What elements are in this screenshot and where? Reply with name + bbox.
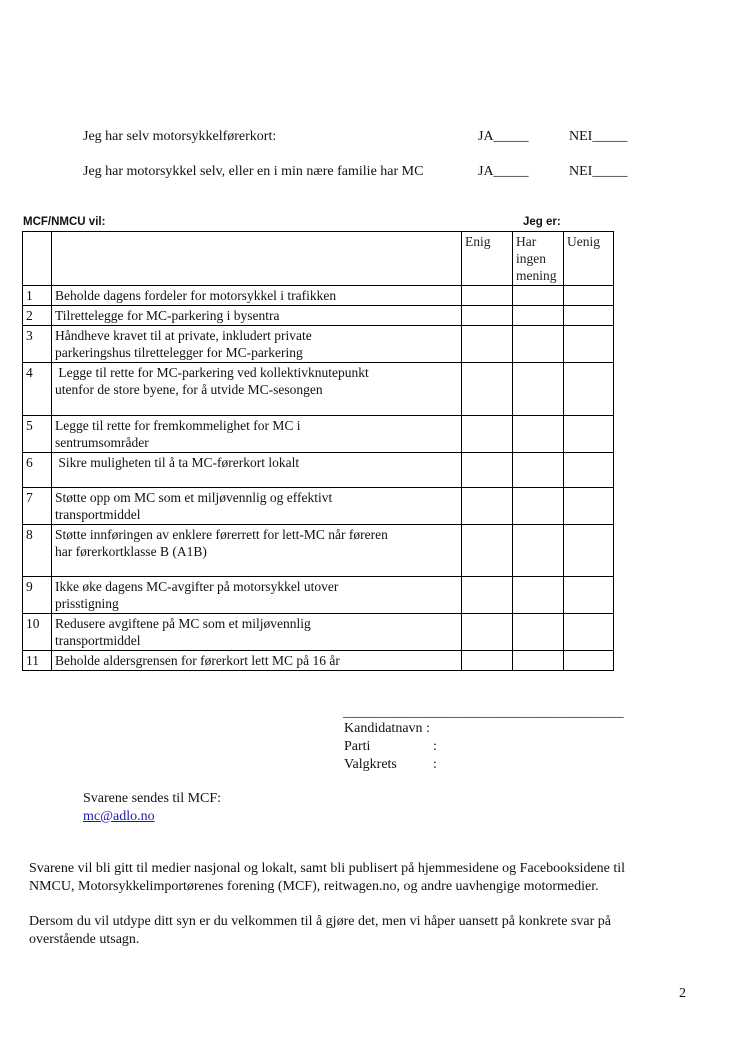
table-row: [23, 286, 614, 306]
ownership-nei: NEI_____: [569, 164, 628, 179]
table-row: [23, 416, 614, 453]
table-row: [23, 326, 614, 363]
row-number: 3: [23, 326, 52, 363]
header-har-ingen-mening: Har ingen mening: [513, 232, 564, 286]
row-statement: Sikre muligheten til å ta MC-førerkort lokalt: [52, 453, 462, 488]
row-statement: Håndheve kravet til at private, inkludert private parkeringshus tilrettelegger for MC-parkering: [52, 326, 462, 363]
row-statement: Legge til rette for fremkommelighet for MC i sentrumsområder: [52, 416, 462, 453]
table-row: [23, 363, 614, 416]
row-statement: Beholde aldersgrensen for førerkort lett MC på 16 år: [52, 651, 462, 671]
row-number: 2: [23, 306, 52, 326]
license-ja: JA_____: [478, 129, 529, 144]
row-number: 6: [23, 453, 52, 488]
table-title: MCF/NMCU vil:: [23, 216, 106, 228]
ownership-question: Jeg har motorsykkel selv, eller en i min nære familie har MC: [83, 164, 424, 179]
answer-enig-cell[interactable]: [462, 525, 513, 577]
row-number: 10: [23, 614, 52, 651]
answer-enig-cell[interactable]: [462, 651, 513, 671]
email-link[interactable]: mc@adlo.no: [83, 809, 155, 824]
answer-ingen-mening-cell[interactable]: [513, 326, 564, 363]
answer-ingen-mening-cell[interactable]: [513, 453, 564, 488]
answer-enig-cell[interactable]: [462, 363, 513, 416]
row-statement: Støtte opp om MC som et miljøvennlig og effektivt transportmiddel: [52, 488, 462, 525]
answer-enig-cell[interactable]: [462, 614, 513, 651]
row-statement: Beholde dagens fordeler for motorsykkel i trafikken: [52, 286, 462, 306]
answer-enig-cell[interactable]: [462, 416, 513, 453]
table-row: [23, 577, 614, 614]
table-header-row: [23, 232, 614, 286]
answer-ingen-mening-cell[interactable]: [513, 651, 564, 671]
header-empty: [23, 232, 52, 286]
row-statement: Legge til rette for MC-parkering ved kollektivknutepunkt utenfor de store byene, for å utvide MC-sesongen: [52, 363, 462, 416]
row-number: 8: [23, 525, 52, 577]
row-number: 11: [23, 651, 52, 671]
answer-ingen-mening-cell[interactable]: [513, 416, 564, 453]
row-number: 7: [23, 488, 52, 525]
answer-enig-cell[interactable]: [462, 453, 513, 488]
answer-uenig-cell[interactable]: [564, 577, 614, 614]
table-subtitle: Jeg er:: [523, 216, 561, 228]
row-statement: Redusere avgiftene på MC som et miljøvennlig transportmiddel: [52, 614, 462, 651]
table-row: [23, 525, 614, 577]
row-number: 9: [23, 577, 52, 614]
district-label: Valgkrets: [344, 757, 397, 772]
row-statement: Støtte innføringen av enklere førerrett for lett-MC når føreren har førerkortklasse B (A1B): [52, 525, 462, 577]
answer-ingen-mening-cell[interactable]: [513, 614, 564, 651]
license-question: Jeg har selv motorsykkelførerkort:: [83, 129, 277, 144]
answer-uenig-cell[interactable]: [564, 306, 614, 326]
answer-enig-cell[interactable]: [462, 286, 513, 306]
elaborate-notice-line1: Dersom du vil utdype ditt syn er du velkommen til å gjøre det, men vi håper uansett på konkrete svar på: [29, 914, 612, 929]
publish-notice-line2: NMCU, Motorsykkelimportørenes forening (MCF), reitwagen.no, og andre uavhengige motormedier.: [29, 879, 599, 894]
answer-uenig-cell[interactable]: [564, 326, 614, 363]
answer-enig-cell[interactable]: [462, 577, 513, 614]
answer-uenig-cell[interactable]: [564, 525, 614, 577]
row-number: 4: [23, 363, 52, 416]
ownership-ja: JA_____: [478, 164, 529, 179]
send-instruction: Svarene sendes til MCF:: [83, 791, 222, 806]
header-empty: [52, 232, 462, 286]
row-number: 1: [23, 286, 52, 306]
party-colon: :: [433, 739, 437, 754]
answer-uenig-cell[interactable]: [564, 453, 614, 488]
page-number: 2: [679, 986, 686, 1001]
answer-ingen-mening-cell[interactable]: [513, 286, 564, 306]
candidate-name-label: Kandidatnavn :: [344, 721, 430, 736]
row-statement: Ikke øke dagens MC-avgifter på motorsykkel utover prisstigning: [52, 577, 462, 614]
answer-uenig-cell[interactable]: [564, 488, 614, 525]
table-row: [23, 651, 614, 671]
elaborate-notice-line2: overstående utsagn.: [29, 932, 140, 947]
answer-uenig-cell[interactable]: [564, 416, 614, 453]
table-row: [23, 614, 614, 651]
table-row: [23, 306, 614, 326]
answer-enig-cell[interactable]: [462, 306, 513, 326]
publish-notice-line1: Svarene vil bli gitt til medier nasjonal og lokalt, samt bli publisert på hjemmesidene og Facebooksidene til: [29, 861, 626, 876]
answer-uenig-cell[interactable]: [564, 614, 614, 651]
answer-enig-cell[interactable]: [462, 488, 513, 525]
answer-uenig-cell[interactable]: [564, 286, 614, 306]
header-uenig: Uenig: [564, 232, 614, 286]
answer-ingen-mening-cell[interactable]: [513, 363, 564, 416]
answer-enig-cell[interactable]: [462, 326, 513, 363]
header-enig: Enig: [462, 232, 513, 286]
answer-ingen-mening-cell[interactable]: [513, 577, 564, 614]
questions-table: [22, 231, 614, 671]
table-row: [23, 453, 614, 488]
answer-uenig-cell[interactable]: [564, 651, 614, 671]
row-number: 5: [23, 416, 52, 453]
district-colon: :: [433, 757, 437, 772]
party-label: Parti: [344, 739, 371, 754]
table-row: [23, 488, 614, 525]
answer-uenig-cell[interactable]: [564, 363, 614, 416]
answer-ingen-mening-cell[interactable]: [513, 306, 564, 326]
answer-ingen-mening-cell[interactable]: [513, 488, 564, 525]
license-nei: NEI_____: [569, 129, 628, 144]
row-statement: Tilrettelegge for MC-parkering i bysentra: [52, 306, 462, 326]
answer-ingen-mening-cell[interactable]: [513, 525, 564, 577]
signature-line[interactable]: _______________________________________: [343, 705, 624, 720]
